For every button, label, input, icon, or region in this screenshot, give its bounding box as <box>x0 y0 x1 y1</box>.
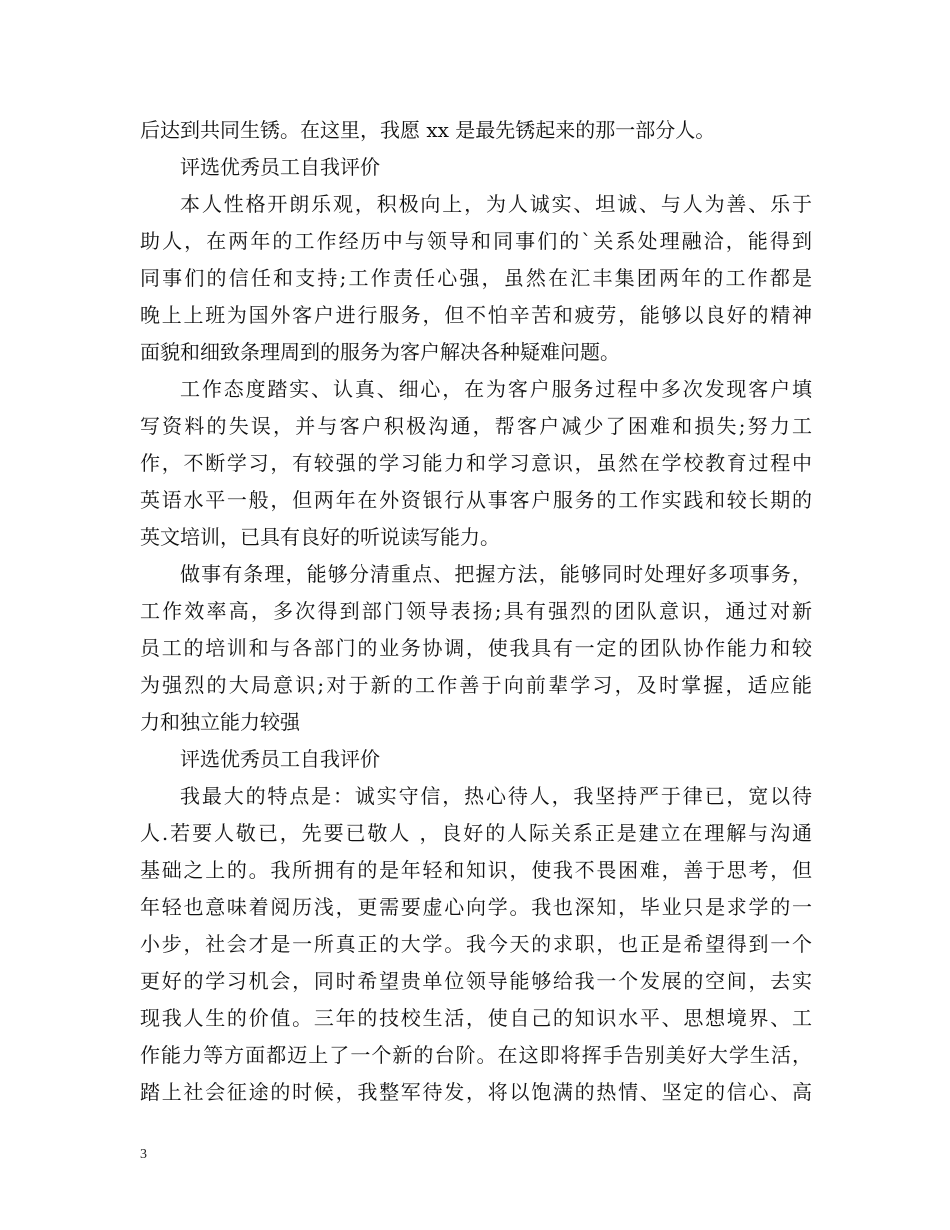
text-line: 更好的学习机会，同时希望贵单位领导能够给我一个发展的空间，去实 <box>140 969 812 993</box>
text-line: 英语水平一般，但两年在外资银行从事客户服务的工作实践和较长期的 <box>140 488 812 512</box>
text-line: 年轻也意味着阅历浅，更需要虚心向学。我也深知，毕业只是求学的一 <box>140 895 812 919</box>
text-line: 作能力等方面都迈上了一个新的台阶。在这即将挥手告别美好大学生活， <box>140 1043 812 1067</box>
text-line: 写资料的失误，并与客户积极沟通，帮客户减少了困难和损失;努力工 <box>140 414 812 438</box>
text-line: 力和独立能力较强 <box>140 710 300 734</box>
text-line: 英文培训，已具有良好的听说读写能力。 <box>140 525 500 549</box>
text-line: 工作效率高，多次得到部门领导表扬;具有强烈的团队意识，通过对新 <box>140 599 812 623</box>
text-line: 工作态度踏实、认真、细心，在为客户服务过程中多次发现客户填 <box>180 377 812 401</box>
text-line: 助人，在两年的工作经历中与领导和同事们的`关系处理融洽，能得到 <box>140 229 812 253</box>
text-line: 我最大的特点是：诚实守信，热心待人，我坚持严于律已，宽以待 <box>180 784 812 808</box>
text-line: 面貌和细致条理周到的服务为客户解决各种疑难问题。 <box>140 340 620 364</box>
page-number: 3 <box>140 1147 147 1162</box>
text-line: 晚上上班为国外客户进行服务，但不怕辛苦和疲劳，能够以良好的精神 <box>140 303 812 327</box>
text-line: 基础之上的。我所拥有的是年轻和知识，使我不畏困难，善于思考，但 <box>140 858 812 882</box>
text-line: 作，不断学习，有较强的学习能力和学习意识，虽然在学校教育过程中 <box>140 451 812 475</box>
document-body <box>140 112 812 1111</box>
text-line: 踏上社会征途的时候，我整军待发，将以饱满的热情、坚定的信心、高 <box>140 1080 812 1104</box>
text-line: 员工的培训和与各部门的业务协调，使我具有一定的团队协作能力和较 <box>140 636 812 660</box>
text-line: 本人性格开朗乐观，积极向上，为人诚实、坦诚、与人为善、乐于 <box>180 192 812 216</box>
text-line: 人.若要人敬已，先要已敬人 ，良好的人际关系正是建立在理解与沟通 <box>140 821 812 845</box>
text-line: 为强烈的大局意识;对于新的工作善于向前辈学习，及时掌握，适应能 <box>140 673 812 697</box>
section-heading: 评选优秀员工自我评价 <box>180 747 380 771</box>
text-line: 做事有条理，能够分清重点、把握方法，能够同时处理好多项事务， <box>180 562 812 586</box>
text-line: 同事们的信任和支持;工作责任心强，虽然在汇丰集团两年的工作都是 <box>140 266 812 290</box>
text-line: 小步，社会才是一所真正的大学。我今天的求职，也正是希望得到一个 <box>140 932 812 956</box>
text-line: 现我人生的价值。三年的技校生活，使自己的知识水平、思想境界、工 <box>140 1006 812 1030</box>
text-line: 后达到共同生锈。在这里，我愿 xx 是最先锈起来的那一部分人。 <box>140 118 716 142</box>
section-heading: 评选优秀员工自我评价 <box>180 155 380 179</box>
